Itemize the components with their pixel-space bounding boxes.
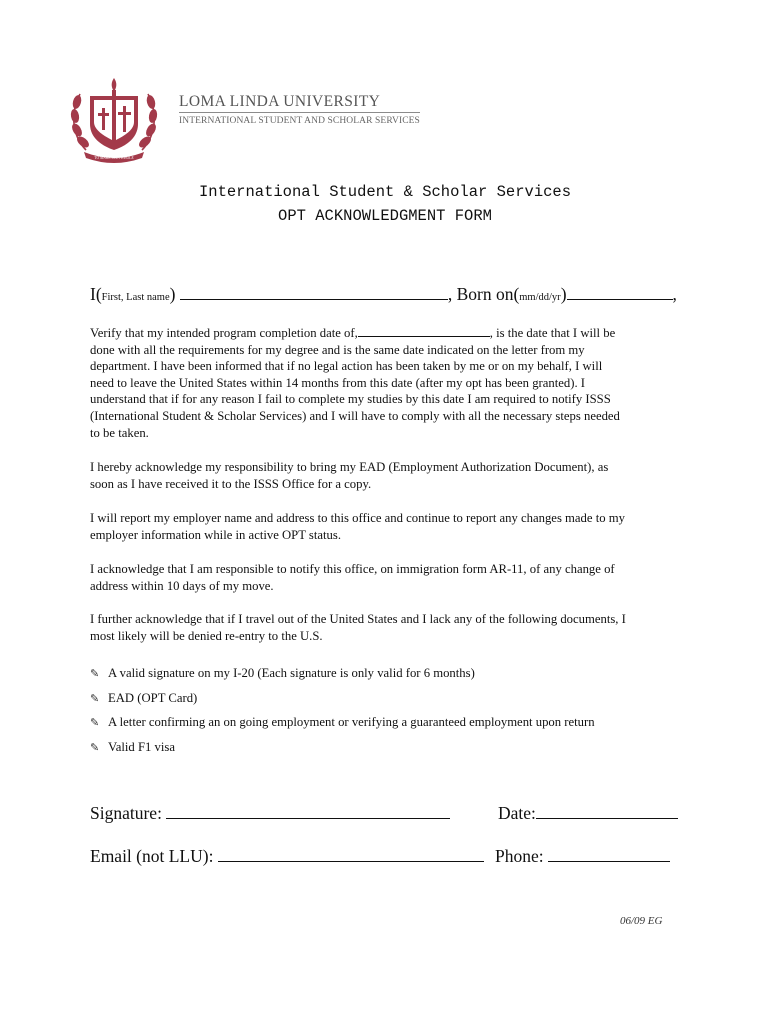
paragraph-line: most likely will be denied re-entry to the U.S. [90, 628, 323, 643]
signature-row [90, 802, 450, 824]
signature-field[interactable] [166, 802, 450, 819]
phone-row [495, 845, 670, 867]
verify-line: to be taken. [90, 425, 149, 440]
university-seal-logo [68, 72, 160, 164]
date-label: Date: [498, 803, 536, 823]
email-field[interactable] [218, 845, 484, 862]
form-title: OPT ACKNOWLEDGMENT FORM [278, 207, 492, 225]
list-item-text: Valid F1 visa [108, 740, 175, 754]
paragraph-line: soon as I have received it to the ISSS Office for a copy. [90, 476, 372, 491]
verify-line: understand that if for any reason I fail to complete my studies by this date I am required to notify ISSS [90, 392, 611, 407]
paragraph-line: I further acknowledge that if I travel out of the United States and I lack any of the following documents, I [90, 612, 626, 626]
travel-paragraph [90, 611, 690, 644]
paragraph-line: I hereby acknowledge my responsibility to bring my EAD (Employment Authorization Document), as [90, 460, 609, 474]
list-item-text: A valid signature on my I-20 (Each signature is only valid for 6 months) [108, 666, 475, 680]
verify-paragraph [90, 325, 690, 441]
header-divider [179, 112, 420, 113]
date-row [498, 802, 678, 824]
name-field[interactable] [180, 285, 448, 300]
name-birthdate-line [90, 284, 677, 305]
list-item [90, 690, 197, 707]
paragraph-line: address within 10 days of my move. [90, 578, 274, 593]
address-paragraph [90, 561, 690, 594]
verify-line: done with all the requirements for my degree and is the same date indicated on the letter from my [90, 342, 585, 357]
ead-paragraph [90, 459, 690, 492]
born-close: ) [560, 284, 567, 304]
list-item [90, 665, 475, 682]
revision-note: 06/09 EG [620, 915, 663, 927]
signature-label: Signature: [90, 803, 162, 823]
verify-line: department. I have been informed that if no legal action has been taken by me or on my behalf, I will [90, 359, 603, 374]
phone-field[interactable] [548, 845, 670, 862]
university-name: LOMA LINDA UNIVERSITY [179, 93, 381, 110]
born-label: , Born on( [447, 284, 520, 304]
phone-label: Phone: [495, 846, 544, 866]
form-subtitle: International Student & Scholar Services [198, 183, 572, 201]
name-prefix: I( [90, 284, 102, 304]
verify-line: (International Student & Scholar Services) and I will have to comply with all the necessary steps needed [90, 408, 620, 423]
pencil-icon: ✎ [90, 717, 100, 729]
born-end: , [672, 284, 677, 304]
paragraph-line: employer information while in active OPT status. [90, 527, 341, 542]
email-row [90, 845, 484, 867]
list-item [90, 739, 175, 756]
paragraph-line: I will report my employer name and address to this office and continue to report any changes made to my [90, 511, 625, 525]
verify-line: need to leave the United States within 14 months from this date (after my opt has been granted). I [90, 375, 586, 390]
date-field[interactable] [536, 802, 678, 819]
birthdate-field[interactable] [567, 285, 673, 300]
employer-paragraph [90, 510, 690, 543]
completion-date-field[interactable] [358, 325, 490, 337]
list-item-text: A letter confirming an on going employment or verifying a guaranteed employment upon return [108, 715, 595, 729]
name-close: ) [169, 284, 176, 304]
svg-text:TO MAKE MAN WHOLE: TO MAKE MAN WHOLE [94, 156, 134, 160]
verify-text-end: , is the date that I will be [489, 326, 616, 340]
pencil-icon: ✎ [90, 742, 100, 754]
email-label: Email (not LLU): [90, 846, 214, 866]
name-hint: First, Last name [101, 292, 170, 303]
verify-text-start: Verify that my intended program completion date of, [90, 326, 358, 340]
list-item [90, 714, 595, 731]
born-hint: mm/dd/yr [519, 292, 561, 303]
pencil-icon: ✎ [90, 668, 100, 680]
paragraph-line: I acknowledge that I am responsible to notify this office, on immigration form AR-11, of any change of [90, 562, 615, 576]
pencil-icon: ✎ [90, 693, 100, 705]
list-item-text: EAD (OPT Card) [108, 691, 198, 705]
department-name: INTERNATIONAL STUDENT AND SCHOLAR SERVICES [179, 116, 420, 126]
